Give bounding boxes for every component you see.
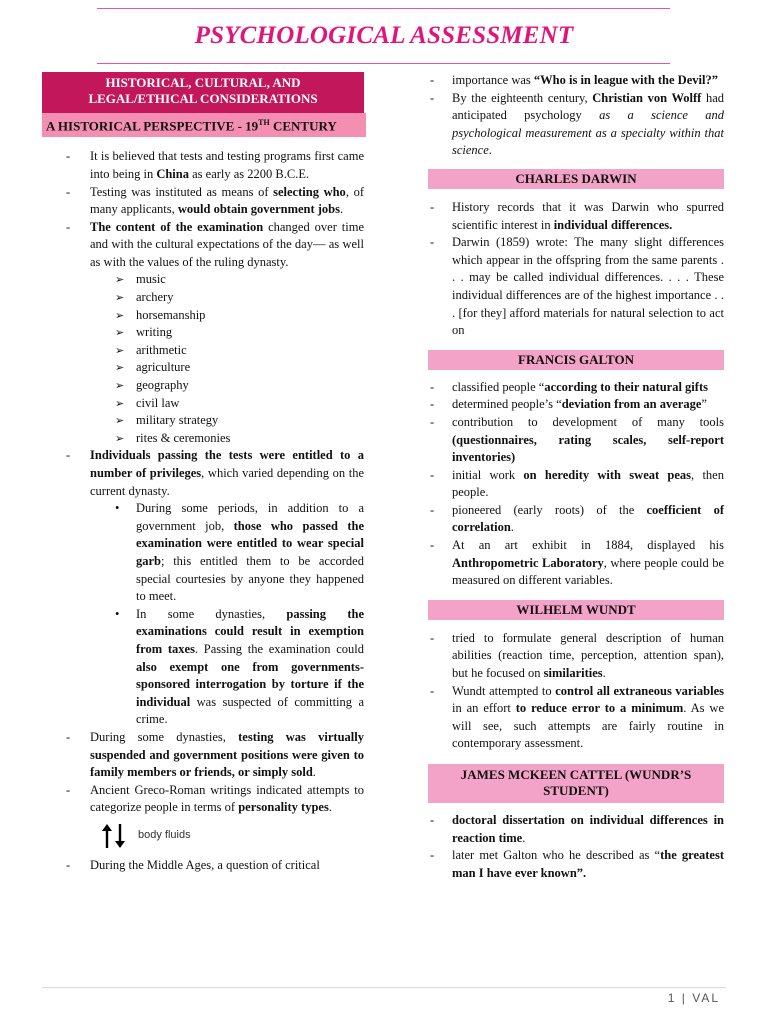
list-item: - initial work on heredity with sweat peas, then people. (428, 467, 724, 502)
section-header-cattel: JAMES MCKEEN CATTEL (WUNDR’S STUDENT) (428, 764, 724, 803)
list-item: - determined people’s “deviation from an average” (428, 396, 724, 414)
subject-item: ➢ writing (42, 324, 364, 342)
middle-ages-list (42, 857, 364, 875)
section-header-darwin: CHARLES DARWIN (428, 169, 724, 189)
list-item: - It is believed that tests and testing programs first came into being in China as early as 2200 B.C.E. (42, 148, 364, 183)
wundt-list (428, 630, 724, 753)
page-title: PSYCHOLOGICAL ASSESSMENT (194, 22, 574, 49)
page-number: 1 (667, 991, 677, 1005)
up-down-arrows-icon (100, 823, 128, 849)
dynasty-list (42, 729, 364, 817)
galton-list (428, 379, 724, 590)
top-rule (97, 8, 670, 9)
list-item: - Individuals passing the tests were entitled to a number of privileges, which varied depending on the current dynasty. (42, 447, 364, 500)
list-item: - By the eighteenth century, Christian von Wolff had anticipated psychology as a science and psychological measurement as a specialty within that science. (428, 90, 724, 160)
list-item: - importance was “Who is in league with the Devil?” (428, 72, 724, 90)
list-item: - History records that it was Darwin who spurred scientific interest in individual differences. (428, 199, 724, 234)
body-fluids-label: body fluids (138, 829, 191, 842)
list-item: - Darwin (1859) wrote: The many slight differences which appear in the offspring from the same parents . . . may be called individual differences. . . . These individual differences are of the highest importance . . . [for they] afford materials for natural selection to act on (428, 234, 724, 340)
china-list (42, 148, 364, 271)
continued-list (428, 72, 724, 160)
privileges-detail-list (42, 500, 364, 729)
title-underline (97, 63, 670, 64)
list-item: - pioneered (early roots) of the coefficient of correlation. (428, 502, 724, 537)
subject-item: ➢ horsemanship (42, 307, 364, 325)
subject-item: ➢ agriculture (42, 359, 364, 377)
body-fluids-figure (100, 823, 364, 849)
right-column (428, 72, 724, 882)
subjects-list (42, 271, 364, 447)
privileges-list (42, 447, 364, 500)
subject-item: ➢ archery (42, 289, 364, 307)
subject-item: ➢ geography (42, 377, 364, 395)
author-initials: VAL (692, 991, 720, 1005)
section-header-historical: HISTORICAL, CULTURAL, AND LEGAL/ETHICAL CONSIDERATIONS (42, 72, 364, 113)
list-item: - During the Middle Ages, a question of critical (42, 857, 364, 875)
footer-rule (42, 987, 726, 988)
page-footer: 1 | VAL (667, 991, 720, 1005)
subject-item: ➢ rites & ceremonies (42, 430, 364, 448)
list-item: - doctoral dissertation on individual differences in reaction time. (428, 812, 724, 847)
subject-item: ➢ arithmetic (42, 342, 364, 360)
subject-item: ➢ music (42, 271, 364, 289)
list-item: - Wundt attempted to control all extraneous variables in an effort to reduce error to a minimum. As we will see, such attempts are fairly routine in contemporary assessment. (428, 683, 724, 753)
list-item: - Ancient Greco-Roman writings indicated attempts to categorize people in terms of personality types. (42, 782, 364, 817)
list-item: - later met Galton who he described as “the greatest man I have ever known”. (428, 847, 724, 882)
subject-item: ➢ military strategy (42, 412, 364, 430)
list-item: - tried to formulate general description of human abilities (reaction time, perception, attention span), but he focused on similarities. (428, 630, 724, 683)
subject-item: ➢ civil law (42, 395, 364, 413)
list-item: • During some periods, in addition to a government job, those who passed the examination were entitled to wear special garb; this entitled them to be accorded special courtesies by anyone they happened to meet. (42, 500, 364, 606)
list-item: - During some dynasties, testing was virtually suspended and government positions were given to family members or friends, or simply sold. (42, 729, 364, 782)
list-item: - At an art exhibit in 1884, displayed his Anthropometric Laboratory, where people could be measured on different variables. (428, 537, 724, 590)
section-header-galton: FRANCIS GALTON (428, 350, 724, 370)
section-header-wundt: WILHELM WUNDT (428, 600, 724, 620)
list-item: - Testing was instituted as means of selecting who, of many applicants, would obtain government jobs. (42, 184, 364, 219)
list-item: - The content of the examination changed over time and with the cultural expectations of the day— as well as with the values of the ruling dynasty. (42, 219, 364, 272)
list-item: - contribution to development of many tools (questionnaires, rating scales, self-report inventories) (428, 414, 724, 467)
left-column (42, 72, 364, 874)
darwin-list (428, 199, 724, 340)
list-item: - classified people “according to their natural gifts (428, 379, 724, 397)
subsection-header-19th-century: A HISTORICAL PERSPECTIVE - 19TH CENTURY (42, 113, 366, 137)
list-item: • In some dynasties, passing the examinations could result in exemption from taxes. Passing the examination could also exempt one from governments-sponsored interrogation by torture if the individual was suspected of committing a crime. (42, 606, 364, 729)
cattel-list (428, 812, 724, 882)
